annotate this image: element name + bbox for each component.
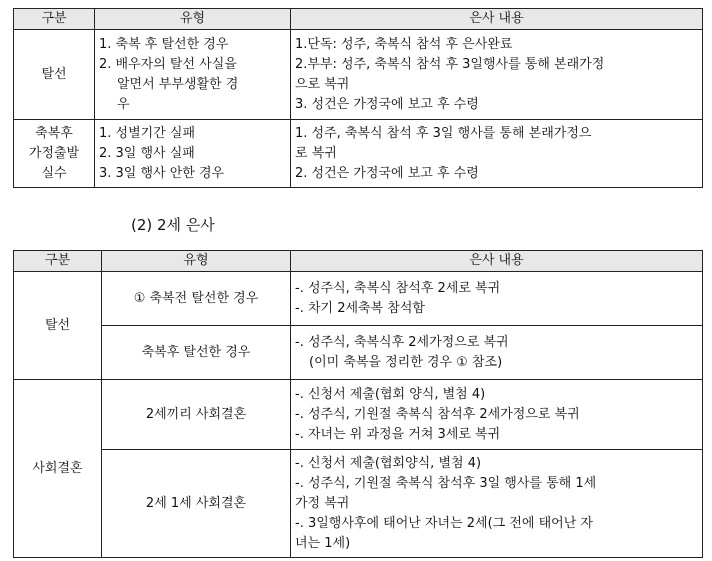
type-cell: ① 축복전 탈선한 경우	[102, 272, 291, 326]
table-header-row	[14, 9, 703, 30]
type-cell: 2세 1세 사회결혼	[102, 450, 291, 558]
header-type: 유형	[102, 251, 291, 272]
category-cell: 축복후 가정출발 실수	[14, 120, 95, 188]
table-row	[14, 326, 703, 380]
type-cell: 2세끼리 사회결혼	[102, 380, 291, 450]
content-cell: -. 신청서 제출(협회양식, 별첨 4) -. 성주식, 기원절 축복식 참석후 3일 행사를 통해 1세 가정 복귀 -. 3일행사후에 태어난 자녀는 2세(그 전에 태어난 자 녀는 1세)	[291, 450, 703, 558]
table-header-row	[14, 251, 703, 272]
table-row	[14, 272, 703, 326]
category-cell: 탈선	[14, 272, 102, 380]
content-cell: 1. 성주, 축복식 참석 후 3일 행사를 통해 본래가정으 로 복귀 2. 성건은 가정국에 보고 후 수령	[291, 120, 703, 188]
table-first-generation	[13, 8, 703, 188]
type-cell: 축복후 탈선한 경우	[102, 326, 291, 380]
header-category: 구분	[14, 9, 95, 30]
type-cell: 1. 축복 후 탈선한 경우 2. 배우자의 탈선 사실을 알면서 부부생활한 경 우	[95, 30, 291, 120]
section-title: (2) 2세 은사	[131, 216, 215, 234]
table-row	[14, 450, 703, 558]
header-category: 구분	[14, 251, 102, 272]
header-content: 은사 내용	[291, 251, 703, 272]
table-row	[14, 380, 703, 450]
header-type: 유형	[95, 9, 291, 30]
content-cell: -. 신청서 제출(협회 양식, 별첨 4) -. 성주식, 기원절 축복식 참석후 2세가정으로 복귀 -. 자녀는 위 과정을 거쳐 3세로 복귀	[291, 380, 703, 450]
type-cell: 1. 성별기간 실패 2. 3일 행사 실패 3. 3일 행사 안한 경우	[95, 120, 291, 188]
content-cell: 1.단독: 성주, 축복식 참석 후 은사완료 2.부부: 성주, 축복식 참석 후 3일행사를 통해 본래가정 으로 복귀 3. 성건은 가정국에 보고 후 수령	[291, 30, 703, 120]
category-cell: 사회결혼	[14, 380, 102, 558]
table-row	[14, 120, 703, 188]
header-content: 은사 내용	[291, 9, 703, 30]
category-cell: 탈선	[14, 30, 95, 120]
content-cell: -. 성주식, 축복식 참석후 2세로 복귀 -. 차기 2세축복 참석함	[291, 272, 703, 326]
table-row	[14, 30, 703, 120]
table-second-generation	[13, 250, 703, 558]
content-cell: -. 성주식, 축복식후 2세가정으로 복귀 (이미 축복을 정리한 경우 ① 참조)	[291, 326, 703, 380]
